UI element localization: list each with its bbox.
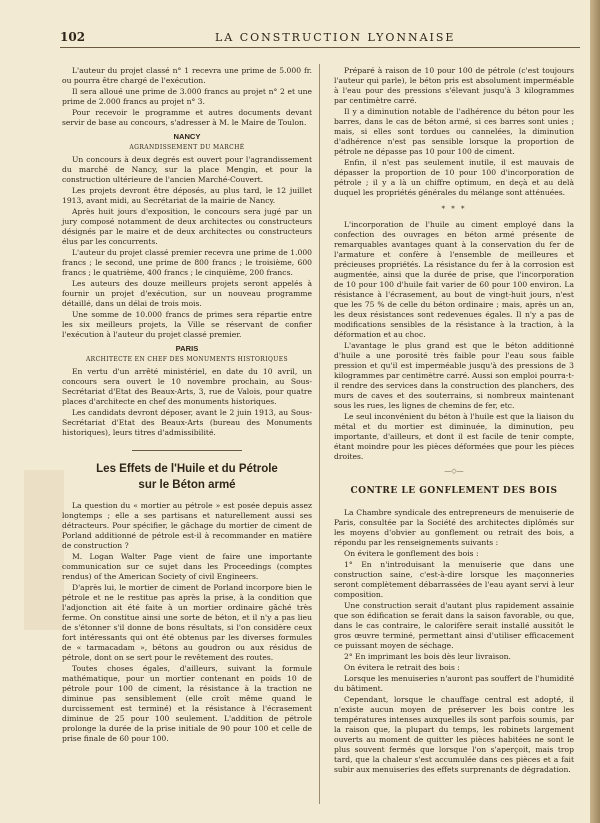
paragraph: Les candidats devront déposer, avant le 2 juin 1913, au Sous-Secrétariat d'Etat des Beaux-Arts (bureau des Monuments historiques), leurs titres d'admissibilité. bbox=[62, 408, 312, 437]
paragraph: 1° En n'introduisant la menuiserie que dans une construction saine, c'est-à-dire lorsque les maçonneries seront complètement débarrassées de l'eau ayant servi à leur composition. bbox=[334, 560, 574, 599]
paper-stain bbox=[24, 470, 64, 630]
paragraph: Il y a diminution notable de l'adhérence du béton pour les barres, dans le cas de béton armé, si ces barres sont unies ; mais, si elles sont tordues ou cannelées, la diminution d'adhérence n'est pas sensible lorsque la proportion de pétrole ne dépasse pas 10 pour 100 de ciment. bbox=[334, 107, 574, 156]
column-divider bbox=[319, 64, 320, 804]
journal-title: LA CONSTRUCTION LYONNAISE bbox=[215, 31, 456, 44]
paragraph: Le seul inconvénient du béton à l'huile est que la liaison du métal et du mortier est diminuée, la diminution, peu importante, d'ailleurs, et dont il est facile de tenir compte, étant moindre pour les pièces déformées que pour les pièces droites. bbox=[334, 412, 574, 461]
title-rule bbox=[132, 450, 242, 451]
page-number: 102 bbox=[60, 30, 86, 44]
paragraph: 2° En imprimant les bois dès leur livraison. bbox=[344, 652, 511, 661]
paragraph: L'auteur du projet classé premier recevra une prime de 1.000 francs ; le second, une prime de 800 francs ; le troisième, 600 francs ; le quatrième, 400 francs ; le cinquième, 200 francs. bbox=[62, 248, 312, 277]
section-subheading: AGRANDISSEMENT DU MARCHÉ bbox=[129, 144, 245, 151]
paragraph: En vertu d'un arrêté ministériel, en date du 10 avril, un concours sera ouvert le 10 novembre prochain, au Sous-Secrétariat d'Etat des Beaux-Arts, 3, rue de Valois, pour quatre places d'architecte en chef des monuments historiques. bbox=[62, 367, 312, 406]
section-title-gonflement: CONTRE LE GONFLEMENT DES BOIS bbox=[350, 486, 558, 496]
right-column bbox=[334, 66, 574, 776]
paragraph: Les projets devront être déposés, au plus tard, le 12 juillet 1913, avant midi, au Secrétariat de la mairie de Nancy. bbox=[62, 186, 312, 205]
paragraph: La question du « mortier au pétrole » est posée depuis assez longtemps ; elle a ses partisans et naturellement aussi ses détracteurs. Pour spécifier, le gâchage du mortier de ciment de Porland additionné de pétrole est-il à recommander en matière de construction ? bbox=[62, 501, 312, 550]
paragraph: L'incorporation de l'huile au ciment employé dans la confection des ouvrages en béton armé présente de remarquables avantages quant à la conservation du fer de l'armature et confère à l'ensemble de meilleures et précieuses propriétés. La résistance du fer à la corrosion est augmentée, ainsi que la durée de prise, que l'incorporation de 10 pour 100 d'huile fait varier de 60 pour 100 environ. La résistance à l'écrasement, au bout de vingt-huit jours, n'est que les 75 % de celle du béton ordinaire ; mais, après un an, les deux résistances sont redevenues égales. Il n'y a pas de modifications sensibles de la résistance à la traction, à la déformation et au choc. bbox=[334, 220, 574, 339]
paragraph: La Chambre syndicale des entrepreneurs de menuiserie de Paris, consultée par la Société des architectes diplômés sur les moyens d'obvier au gonflement ou retrait des bois, a répondu par les renseignements suivants : bbox=[334, 508, 574, 547]
article-title-line1: Les Effets de l'Huile et du Pétrole bbox=[96, 463, 278, 475]
paragraph: Pour recevoir le programme et autres documents devant servir de base au concours, s'adresser à M. le Maire de Toulon. bbox=[62, 108, 312, 127]
paragraph: Après huit jours d'exposition, le concours sera jugé par un jury composé notamment de deux architectes ou constructeurs désignés par le maire et de deux architectes ou constructeurs élus par les concurrents. bbox=[62, 207, 312, 246]
paragraph: L'avantage le plus grand est que le béton additionné d'huile a une porosité très faible pour l'eau sous faible pression et qu'il est imperméable jusqu'à des pressions de 3 kilogrammes par centimètre carré. Aussi son emploi pourra-t-il rendre des services dans la construction des planchers, des murs de caves et des souterrains, si nombreux maintenant sous les rues, les lignes de chemins de fer, etc. bbox=[334, 341, 574, 410]
paragraph: Une construction serait d'autant plus rapidement assainie que son édification se ferait dans la saison favorable, ou que, dans le cas contraire, le calorifère serait installé aussitôt le gros œuvre terminé, permettant ainsi d'utiliser efficacement ce puissant moyen de séchage. bbox=[334, 601, 574, 650]
paragraph: Les auteurs des douze meilleurs projets seront appelés à fournir un projet d'exécution, sur un nouveau programme détaillé, dans un délai de trois mois. bbox=[62, 279, 312, 308]
ornament-separator: —◇— bbox=[444, 467, 464, 475]
paragraph: Lorsque les menuiseries n'auront pas souffert de l'humidité du bâtiment. bbox=[334, 674, 574, 693]
paragraph: Un concours à deux degrés est ouvert pour l'agrandissement du marché de Nancy, sur la place Mengin, et pour la construction ultérieure de l'ancien Marché-Couvert. bbox=[62, 155, 312, 184]
asterism-separator: * * * bbox=[441, 205, 467, 213]
page-header bbox=[60, 30, 580, 44]
page-edge bbox=[590, 0, 600, 823]
left-column bbox=[62, 66, 312, 745]
paragraph: Toutes choses égales, d'ailleurs, suivant la formule mathématique, pour un mortier contenant en poids 10 de pétrole pour 100 de ciment, la résistance à la traction ne diminue pas sensiblement (elle croît même quand le durcissement est terminé) et la résistance à l'écrasement diminue de 25 pour 100 seulement. L'addition de pétrole prolonge la durée de la prise initiale de 90 pour 100 et celle de prise finale de 60 pour 100. bbox=[62, 664, 312, 743]
section-heading-nancy: NANCY bbox=[173, 132, 201, 141]
paragraph: Enfin, il n'est pas seulement inutile, il est mauvais de dépasser la proportion de 10 pour 100 d'incorporation de pétrole ; il y a là un chiffre optimum, en deçà et au delà duquel les propriétés générales du mélange sont atténuées. bbox=[334, 158, 574, 197]
section-subheading: ARCHITECTE EN CHEF DES MONUMENTS HISTORIQUES bbox=[85, 356, 289, 363]
header-rule bbox=[60, 47, 580, 48]
paragraph: M. Logan Walter Page vient de faire une importante communication sur ce sujet dans les Proceedings (comptes rendus) of the American Society of civil Engineers. bbox=[62, 552, 312, 581]
paragraph: On évitera le gonflement des bois : bbox=[344, 549, 479, 558]
paragraph: Cependant, lorsque le chauffage central est adopté, il n'existe aucun moyen de préserver les bois contre les températures intenses auxquelles ils sont parfois soumis, par la raison que, la plupart du temps, les robinets largement ouverts au moment de quitter les pièces habitées ne sont le plus souvent fermés que lorsque l'on s'aperçoit, mais trop tard, que la chaleur s'est accumulée dans ces pièces et a fait subir aux menuiseries des effets surprenants de dégradation. bbox=[334, 695, 574, 774]
paragraph: On évitera le retrait des bois : bbox=[344, 663, 460, 672]
paragraph: L'auteur du projet classé n° 1 recevra une prime de 5.000 fr. ou pourra être chargé de l'exécution. bbox=[62, 66, 312, 85]
paragraph: Une somme de 10.000 francs de primes sera répartie entre les six meilleurs projets, la Ville se réservant de confier l'exécution à l'auteur du projet classé premier. bbox=[62, 310, 312, 339]
paragraph: D'après lui, le mortier de ciment de Porland incorpore bien le pétrole et ne le restitue pas après la prise, à la condition que l'adjonction ait été faite à un mortier ordinaire gâché très ferme. On constitue ainsi une sorte de béton, et il n'y a pas lieu de s'étonner s'il donne de bons résultats, si l'on considère ceux fort intéressants qui ont été obtenus par les diverses formules de « tarmacadam », bétons au goudron ou aux résidus de pétrole, dont on se sert pour le revêtement des routes. bbox=[62, 583, 312, 662]
article-title-block bbox=[62, 450, 312, 493]
paragraph: Préparé à raison de 10 pour 100 de pétrole (c'est toujours l'auteur qui parle), le béton pris est absolument imperméable à l'eau pour des pressions s'élevant jusqu'à 3 kilogrammes par centimètre carré. bbox=[334, 66, 574, 105]
article-title-line2: sur le Béton armé bbox=[138, 479, 236, 491]
paragraph: Il sera alloué une prime de 3.000 francs au projet n° 2 et une prime de 2.000 francs au projet n° 3. bbox=[62, 87, 312, 106]
section-heading-paris: PARIS bbox=[175, 344, 199, 353]
